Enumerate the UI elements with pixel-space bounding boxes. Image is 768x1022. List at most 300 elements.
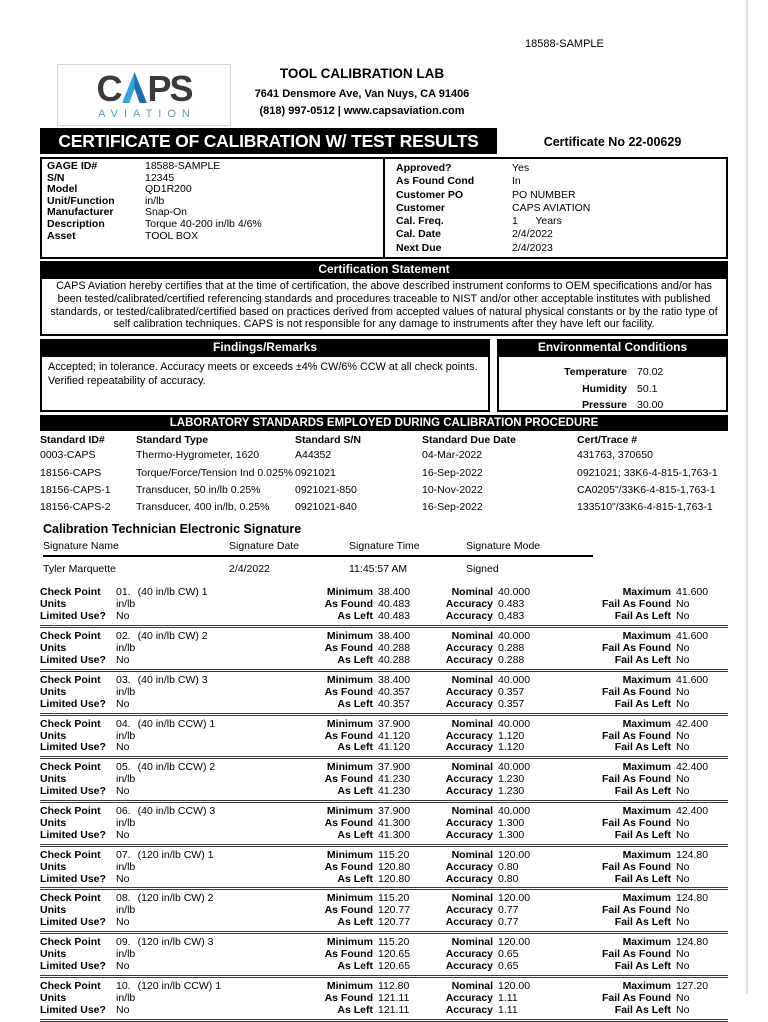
as-found-label: As Found xyxy=(324,642,373,655)
units-value: in/lb xyxy=(116,598,136,611)
check-point-label: Check Point xyxy=(40,586,101,599)
units-value: in/lb xyxy=(116,991,136,1004)
signature-time: 11:45:57 AM xyxy=(349,563,408,576)
gage-info-left xyxy=(42,159,385,257)
standards-row xyxy=(40,447,728,464)
accuracy-found-label: Accuracy xyxy=(445,729,493,742)
minimum-label: Minimum xyxy=(326,848,373,861)
as-left-value: 120.77 xyxy=(378,916,411,929)
gage-field-value: 2/4/2022 xyxy=(512,228,553,241)
as-left-value: 120.80 xyxy=(378,872,411,885)
fail-as-found-value: No xyxy=(676,642,690,655)
check-point-id-column xyxy=(40,675,262,711)
standard-id: 0003-CAPS xyxy=(40,449,96,462)
as-left-label: As Left xyxy=(337,960,373,973)
check-point-block xyxy=(40,672,728,716)
as-found-value: 41.230 xyxy=(378,773,411,786)
signature-col-time: Signature Time xyxy=(349,540,420,553)
check-point-limits-column xyxy=(544,893,728,929)
check-point-limits-column xyxy=(544,719,728,755)
gage-info-box xyxy=(40,157,728,259)
standards-col-id: Standard ID# xyxy=(40,434,105,447)
environmental-section xyxy=(497,339,728,412)
nominal-label: Nominal xyxy=(451,892,493,905)
certificate-title-bar: CERTIFICATE OF CALIBRATION W/ TEST RESULTS xyxy=(40,128,497,154)
standard-type: Transducer, 50 in/lb 0.25% xyxy=(136,483,261,496)
check-point-measured-column xyxy=(262,675,426,711)
fail-as-left-label: Fail As Left xyxy=(614,653,671,666)
minimum-value: 115.20 xyxy=(378,848,410,861)
check-point-block xyxy=(40,803,728,847)
standards-header-row xyxy=(40,434,728,447)
minimum-label: Minimum xyxy=(326,630,373,643)
gage-info-row xyxy=(396,162,726,175)
check-point-description: (40 in/lb CCW) 1 xyxy=(137,717,216,730)
maximum-label: Maximum xyxy=(622,673,671,686)
signature-col-mode: Signature Mode xyxy=(466,540,541,553)
logo-triangle-icon xyxy=(121,71,148,104)
gage-info-row xyxy=(396,228,726,241)
units-label: Units xyxy=(40,773,67,786)
findings-text: Accepted; in tolerance. Accuracy meets or exceeds ±4% CW/6% CCW at all check points. Verified repeatability of accuracy. xyxy=(40,355,490,412)
as-left-value: 121.11 xyxy=(378,1003,410,1016)
fail-as-found-value: No xyxy=(676,948,690,961)
check-point-limits-column xyxy=(544,850,728,886)
nominal-value: 40.000 xyxy=(498,673,531,686)
accuracy-found-value: 0.65 xyxy=(498,948,519,961)
nominal-value: 120.00 xyxy=(498,979,531,992)
accuracy-found-label: Accuracy xyxy=(445,948,493,961)
check-point-description: (120 in/lb CW) 3 xyxy=(137,936,214,949)
signature-mode: Signed xyxy=(466,563,499,576)
nominal-label: Nominal xyxy=(451,630,493,643)
maximum-value: 41.600 xyxy=(676,630,709,643)
check-point-block xyxy=(40,934,728,978)
gage-field-value: PO NUMBER xyxy=(512,188,576,201)
fail-as-found-label: Fail As Found xyxy=(601,598,671,611)
check-point-nominal-column xyxy=(426,937,544,973)
gage-field-label: Manufacturer xyxy=(47,206,114,219)
check-point-block xyxy=(40,759,728,803)
minimum-label: Minimum xyxy=(326,761,373,774)
check-point-number: 01. xyxy=(116,586,131,599)
limited-use-label: Limited Use? xyxy=(40,785,106,798)
gage-field-value: Torque 40-200 in/lb 4/6% xyxy=(145,217,262,230)
as-left-label: As Left xyxy=(337,916,373,929)
check-point-description: (120 in/lb CW) 2 xyxy=(137,892,214,905)
as-left-label: As Left xyxy=(337,828,373,841)
gage-field-label: Cal. Freq. xyxy=(396,215,444,228)
gage-info-row xyxy=(47,231,383,243)
units-value: in/lb xyxy=(116,685,136,698)
findings-section xyxy=(40,339,490,412)
nominal-value: 40.000 xyxy=(498,761,531,774)
title-row xyxy=(40,128,728,154)
fail-as-found-value: No xyxy=(676,773,690,786)
standard-type: Torque/Force/Tension Ind 0.025% xyxy=(136,466,294,479)
accuracy-found-label: Accuracy xyxy=(445,816,493,829)
units-value: in/lb xyxy=(116,816,136,829)
environment-label: Pressure xyxy=(582,399,627,412)
units-label: Units xyxy=(40,729,67,742)
as-found-value: 41.300 xyxy=(378,816,411,829)
maximum-label: Maximum xyxy=(622,586,671,599)
accuracy-found-value: 0.288 xyxy=(498,642,525,655)
accuracy-left-label: Accuracy xyxy=(445,872,493,885)
environment-row xyxy=(499,397,726,414)
maximum-value: 41.600 xyxy=(676,673,709,686)
units-value: in/lb xyxy=(116,904,136,917)
check-point-number: 10. xyxy=(116,979,131,992)
signature-table xyxy=(43,539,593,576)
nominal-value: 40.000 xyxy=(498,586,531,599)
check-point-measured-column xyxy=(262,981,426,1017)
as-found-label: As Found xyxy=(324,860,373,873)
as-found-value: 120.65 xyxy=(378,948,411,961)
minimum-value: 37.900 xyxy=(378,805,411,818)
standard-due-date: 10-Nov-2022 xyxy=(422,483,483,496)
nominal-value: 40.000 xyxy=(498,630,531,643)
check-point-number: 03. xyxy=(116,673,131,686)
gage-field-label: As Found Cond xyxy=(396,175,475,188)
check-point-limits-column xyxy=(544,981,728,1017)
accuracy-left-value: 0.288 xyxy=(498,653,525,666)
check-point-label: Check Point xyxy=(40,979,101,992)
environmental-box xyxy=(497,355,728,412)
limited-use-label: Limited Use? xyxy=(40,1003,106,1016)
limited-use-label: Limited Use? xyxy=(40,653,106,666)
nominal-value: 40.000 xyxy=(498,805,531,818)
nominal-label: Nominal xyxy=(451,936,493,949)
standards-col-due: Standard Due Date xyxy=(422,434,516,447)
as-found-value: 41.120 xyxy=(378,729,411,742)
standards-row xyxy=(40,499,728,516)
minimum-value: 38.400 xyxy=(378,673,411,686)
gage-field-value: In xyxy=(512,175,521,188)
check-point-description: (40 in/lb CCW) 2 xyxy=(137,761,216,774)
environmental-bar: Environmental Conditions xyxy=(497,339,728,355)
gage-field-label: Customer xyxy=(396,201,446,214)
logo-letters-ps: PS xyxy=(147,67,192,109)
accuracy-left-label: Accuracy xyxy=(445,653,493,666)
fail-as-left-label: Fail As Left xyxy=(614,741,671,754)
as-left-label: As Left xyxy=(337,610,373,623)
maximum-label: Maximum xyxy=(622,805,671,818)
certificate-content xyxy=(40,128,728,1022)
gage-field-label: Asset xyxy=(47,229,76,242)
accuracy-found-label: Accuracy xyxy=(445,773,493,786)
check-point-block xyxy=(40,890,728,934)
minimum-value: 112.80 xyxy=(378,979,410,992)
standard-sn: 0921021-850 xyxy=(295,483,357,496)
as-found-value: 40.483 xyxy=(378,598,411,611)
standard-cert-trace: 133510"/33K6-4-815-1,763-1 xyxy=(577,501,713,514)
check-point-label: Check Point xyxy=(40,805,101,818)
fail-as-left-value: No xyxy=(676,916,690,929)
signature-date: 2/4/2022 xyxy=(229,563,270,576)
section-gap xyxy=(490,339,497,412)
accuracy-found-label: Accuracy xyxy=(445,642,493,655)
as-left-label: As Left xyxy=(337,653,373,666)
check-point-label: Check Point xyxy=(40,630,101,643)
check-point-limits-column xyxy=(544,762,728,798)
limited-use-label: Limited Use? xyxy=(40,872,106,885)
fail-as-left-value: No xyxy=(676,697,690,710)
nominal-label: Nominal xyxy=(451,848,493,861)
maximum-label: Maximum xyxy=(622,979,671,992)
check-point-limits-column xyxy=(544,937,728,973)
standard-due-date: 04-Mar-2022 xyxy=(422,449,483,462)
check-point-number: 09. xyxy=(116,936,131,949)
gage-field-label: Approved? xyxy=(396,162,452,174)
accuracy-left-value: 0.65 xyxy=(498,960,519,973)
check-point-number: 08. xyxy=(116,892,131,905)
limited-use-value: No xyxy=(116,741,130,754)
fail-as-left-value: No xyxy=(676,872,690,885)
check-point-label: Check Point xyxy=(40,892,101,905)
standard-due-date: 16-Sep-2022 xyxy=(422,466,483,479)
check-point-number: 04. xyxy=(116,717,131,730)
as-left-value: 41.120 xyxy=(378,741,411,754)
gage-field-label: Model xyxy=(47,183,78,196)
check-point-measured-column xyxy=(262,587,426,623)
accuracy-found-value: 1.120 xyxy=(498,729,525,742)
maximum-label: Maximum xyxy=(622,630,671,643)
check-point-measured-column xyxy=(262,937,426,973)
check-point-id-column xyxy=(40,806,262,842)
gage-field-value: TOOL BOX xyxy=(145,229,199,242)
units-label: Units xyxy=(40,642,67,655)
gage-field-label: Unit/Function xyxy=(47,194,115,207)
limited-use-label: Limited Use? xyxy=(40,741,106,754)
nominal-label: Nominal xyxy=(451,979,493,992)
gage-field-value: 12345 xyxy=(145,171,175,184)
limited-use-label: Limited Use? xyxy=(40,916,106,929)
maximum-value: 42.400 xyxy=(676,805,709,818)
accuracy-left-value: 1.11 xyxy=(498,1003,518,1016)
check-point-nominal-column xyxy=(426,850,544,886)
signature-col-name: Signature Name xyxy=(43,540,119,553)
check-point-measured-column xyxy=(262,631,426,667)
gage-info-row xyxy=(396,215,726,228)
limited-use-label: Limited Use? xyxy=(40,697,106,710)
standard-sn: A44352 xyxy=(295,449,332,462)
check-point-measured-column xyxy=(262,719,426,755)
nominal-value: 120.00 xyxy=(498,892,531,905)
check-point-id-column xyxy=(40,762,262,798)
units-label: Units xyxy=(40,991,67,1004)
check-point-label: Check Point xyxy=(40,717,101,730)
accuracy-found-label: Accuracy xyxy=(445,991,493,1004)
minimum-value: 38.400 xyxy=(378,630,411,643)
environment-row xyxy=(499,381,726,398)
as-found-label: As Found xyxy=(324,948,373,961)
accuracy-found-label: Accuracy xyxy=(445,860,493,873)
lab-address: 7641 Densmore Ave, Van Nuys, CA 91406 xyxy=(254,88,470,100)
gage-info-row xyxy=(47,173,383,185)
minimum-value: 115.20 xyxy=(378,936,410,949)
gage-info-row xyxy=(396,242,726,255)
maximum-label: Maximum xyxy=(622,936,671,949)
logo-letter-c: C xyxy=(96,67,121,109)
fail-as-found-label: Fail As Found xyxy=(601,860,671,873)
maximum-value: 124.80 xyxy=(676,892,709,905)
check-point-description: (120 in/lb CW) 1 xyxy=(137,848,214,861)
as-found-value: 40.288 xyxy=(378,642,411,655)
accuracy-found-value: 1.11 xyxy=(498,991,518,1004)
accuracy-left-value: 0.80 xyxy=(498,872,519,885)
standards-row xyxy=(40,482,728,499)
accuracy-left-value: 0.357 xyxy=(498,697,525,710)
minimum-label: Minimum xyxy=(326,979,373,992)
units-value: in/lb xyxy=(116,860,136,873)
document-reference: 18588-SAMPLE xyxy=(525,38,604,50)
gage-field-value: Yes xyxy=(512,162,530,174)
check-point-label: Check Point xyxy=(40,848,101,861)
check-point-nominal-column xyxy=(426,631,544,667)
fail-as-left-value: No xyxy=(676,741,690,754)
standard-due-date: 16-Sep-2022 xyxy=(422,501,483,514)
fail-as-left-label: Fail As Left xyxy=(614,828,671,841)
check-point-id-column xyxy=(40,850,262,886)
as-left-label: As Left xyxy=(337,1003,373,1016)
accuracy-found-label: Accuracy xyxy=(445,598,493,611)
fail-as-left-label: Fail As Left xyxy=(614,916,671,929)
nominal-label: Nominal xyxy=(451,761,493,774)
check-point-limits-column xyxy=(544,631,728,667)
gage-info-row xyxy=(396,175,726,188)
standard-type: Transducer, 400 in/lb, 0.25% xyxy=(136,501,270,514)
limited-use-value: No xyxy=(116,1003,130,1016)
fail-as-found-value: No xyxy=(676,685,690,698)
check-point-title xyxy=(116,675,208,687)
as-found-label: As Found xyxy=(324,598,373,611)
check-point-description: (120 in/lb CCW) 1 xyxy=(137,979,222,992)
logo-aviation-text: AVIATION xyxy=(98,107,196,120)
accuracy-found-value: 0.483 xyxy=(498,598,525,611)
fail-as-found-value: No xyxy=(676,816,690,829)
check-point-block xyxy=(40,978,728,1022)
as-left-label: As Left xyxy=(337,785,373,798)
signature-col-date: Signature Date xyxy=(229,540,300,553)
check-point-nominal-column xyxy=(426,719,544,755)
minimum-label: Minimum xyxy=(326,673,373,686)
fail-as-left-label: Fail As Left xyxy=(614,960,671,973)
check-point-description: (40 in/lb CW) 3 xyxy=(137,673,208,686)
as-found-label: As Found xyxy=(324,991,373,1004)
minimum-value: 115.20 xyxy=(378,892,410,905)
environment-value: 70.02 xyxy=(637,366,664,379)
accuracy-left-label: Accuracy xyxy=(445,741,493,754)
check-point-nominal-column xyxy=(426,587,544,623)
signature-row xyxy=(43,557,593,576)
fail-as-left-value: No xyxy=(676,1003,690,1016)
check-point-number: 02. xyxy=(116,630,131,643)
gage-field-label: S/N xyxy=(47,171,65,184)
accuracy-left-label: Accuracy xyxy=(445,697,493,710)
limited-use-label: Limited Use? xyxy=(40,828,106,841)
units-label: Units xyxy=(40,816,67,829)
gage-field-label: Description xyxy=(47,217,105,230)
accuracy-found-label: Accuracy xyxy=(445,904,493,917)
standard-sn: 0921021 xyxy=(295,466,336,479)
standard-cert-trace: CA0205"/33K6-4-815-1,763-1 xyxy=(577,483,716,496)
minimum-value: 38.400 xyxy=(378,586,411,599)
lab-header-block xyxy=(150,66,574,119)
certificate-number: Certificate No 22-00629 xyxy=(543,135,682,149)
check-point-nominal-column xyxy=(426,675,544,711)
check-point-title xyxy=(116,719,215,731)
maximum-value: 41.600 xyxy=(676,586,709,599)
as-left-label: As Left xyxy=(337,741,373,754)
standard-id: 18156-CAPS-1 xyxy=(40,483,111,496)
accuracy-left-value: 0.77 xyxy=(498,916,519,929)
check-point-measured-column xyxy=(262,806,426,842)
signature-header-row xyxy=(43,539,593,557)
check-point-number: 06. xyxy=(116,805,131,818)
as-found-label: As Found xyxy=(324,729,373,742)
standards-col-cert: Cert/Trace # xyxy=(577,434,638,447)
fail-as-found-label: Fail As Found xyxy=(601,948,671,961)
accuracy-left-value: 1.230 xyxy=(498,785,525,798)
gage-field-value: QD1R200 xyxy=(145,183,192,196)
gage-field-label: Next Due xyxy=(396,241,442,254)
units-label: Units xyxy=(40,948,67,961)
certification-statement-text: CAPS Aviation hereby certifies that at the time of certification, the above described instrument conforms to OEM specifications and/or has been tested/calibrated/certified referencing standards and procedures traceable to NIST and/or other acceptable institutes with published standards, or tested/calibrated/certified based on practices derived from accepted values of natural physical constants or by the ratio type of self calibration techniques. CAPS is not responsible for any damage to instruments after they have left our facility. xyxy=(40,277,728,336)
gage-field-value: 1 Years xyxy=(512,215,562,228)
as-found-value: 40.357 xyxy=(378,685,411,698)
gage-info-row xyxy=(47,219,383,231)
minimum-label: Minimum xyxy=(326,805,373,818)
check-point-block xyxy=(40,716,728,760)
gage-field-label: GAGE ID# xyxy=(47,160,98,172)
gage-field-label: Cal. Date xyxy=(396,228,441,241)
as-found-label: As Found xyxy=(324,904,373,917)
check-point-id-column xyxy=(40,981,262,1017)
minimum-label: Minimum xyxy=(326,586,373,599)
standards-row xyxy=(40,465,728,482)
accuracy-left-label: Accuracy xyxy=(445,828,493,841)
signature-rows xyxy=(43,557,593,576)
standards-table xyxy=(40,431,728,516)
units-label: Units xyxy=(40,904,67,917)
check-point-id-column xyxy=(40,893,262,929)
maximum-value: 127.20 xyxy=(676,979,709,992)
fail-as-left-value: No xyxy=(676,960,690,973)
maximum-label: Maximum xyxy=(622,848,671,861)
maximum-label: Maximum xyxy=(622,717,671,730)
standard-sn: 0921021-840 xyxy=(295,501,357,514)
environment-row xyxy=(499,364,726,381)
fail-as-found-value: No xyxy=(676,860,690,873)
accuracy-left-label: Accuracy xyxy=(445,916,493,929)
units-label: Units xyxy=(40,685,67,698)
environment-value: 30.00 xyxy=(637,399,664,412)
check-point-description: (40 in/lb CW) 2 xyxy=(137,630,208,643)
fail-as-found-label: Fail As Found xyxy=(601,773,671,786)
fail-as-found-value: No xyxy=(676,991,690,1004)
check-point-number: 07. xyxy=(116,848,131,861)
limited-use-value: No xyxy=(116,610,130,623)
fail-as-left-value: No xyxy=(676,785,690,798)
check-point-block xyxy=(40,847,728,891)
fail-as-found-label: Fail As Found xyxy=(601,816,671,829)
limited-use-value: No xyxy=(116,697,130,710)
fail-as-found-value: No xyxy=(676,598,690,611)
nominal-value: 120.00 xyxy=(498,848,531,861)
fail-as-left-value: No xyxy=(676,828,690,841)
units-label: Units xyxy=(40,860,67,873)
